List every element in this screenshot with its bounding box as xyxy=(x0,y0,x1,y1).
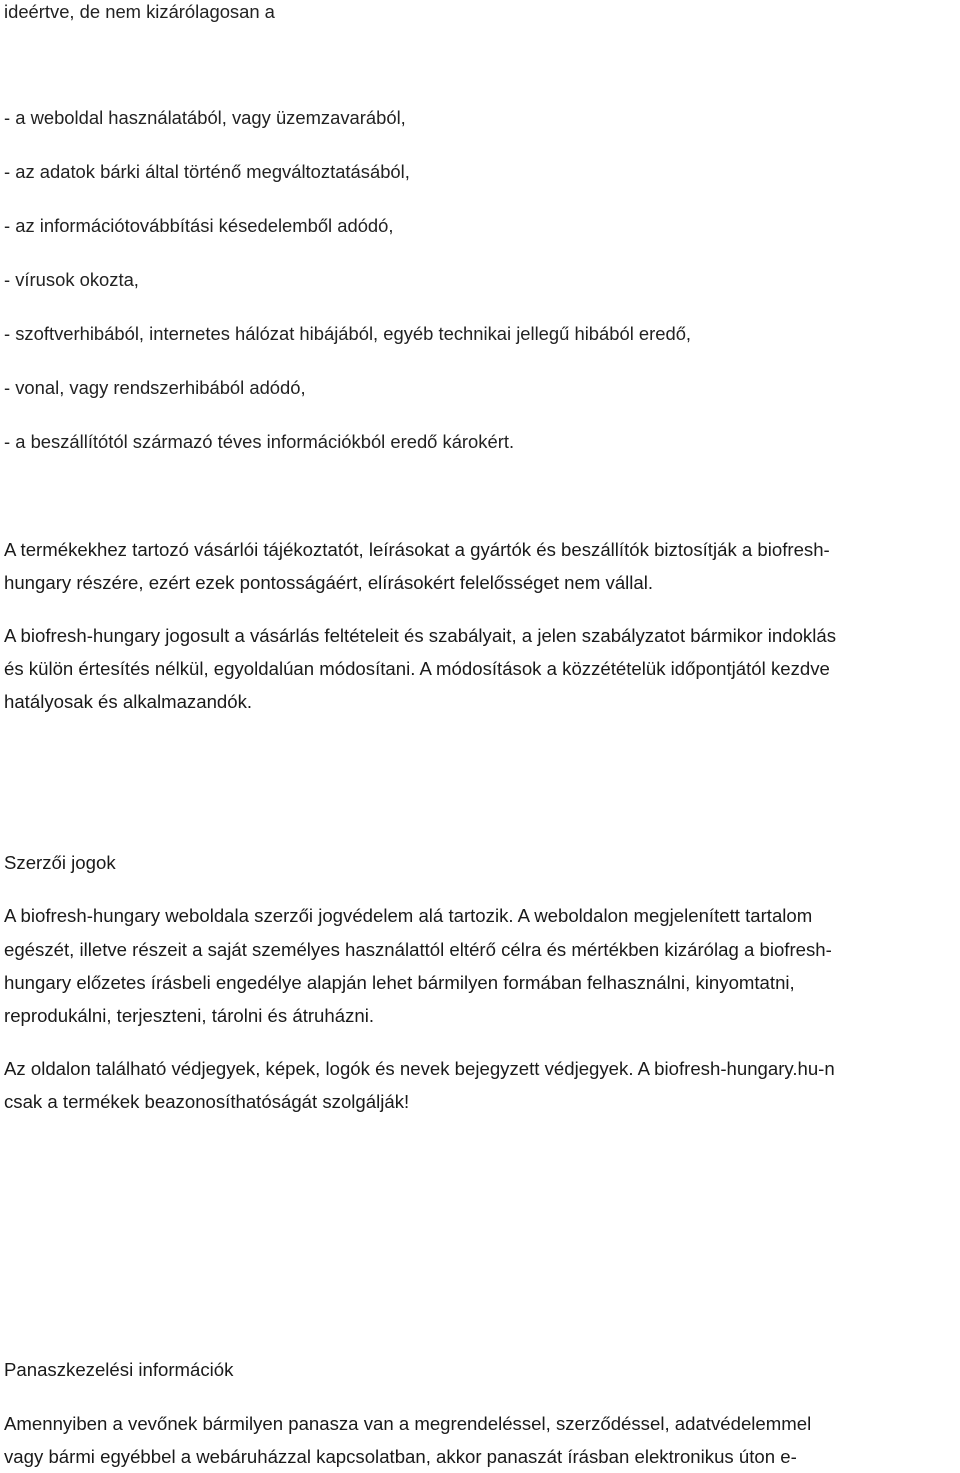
list-item: - vonal, vagy rendszerhibából adódó, xyxy=(4,377,306,398)
list-item: - vírusok okozta, xyxy=(4,269,139,290)
paragraph-line: A biofresh-hungary jogosult a vásárlás feltételeit és szabályait, a jelen szabályzatot bármikor indoklás xyxy=(4,625,836,646)
paragraph-line: csak a termékek beazonosíthatóságát szolgálják! xyxy=(4,1091,410,1112)
list-item: - a beszállítótól származó téves információkból eredő károkért. xyxy=(4,431,515,452)
paragraph-line: hatályosak és alkalmazandók. xyxy=(4,691,253,712)
section-heading-complaints: Panaszkezelési információk xyxy=(4,1359,234,1380)
paragraph-line: A termékekhez tartozó vásárlói tájékoztatót, leírásokat a gyártók és beszállítók biztosítják a biofresh- xyxy=(4,539,830,560)
list-item: - a weboldal használatából, vagy üzemzavarából, xyxy=(4,107,406,128)
paragraph-line: vagy bármi egyébbel a webáruházzal kapcsolatban, akkor panaszát írásban elektronikus úton e- xyxy=(4,1446,797,1467)
paragraph-line: egészét, illetve részeit a saját személyes használattól eltérő célra és mértékben kizárólag a biofresh- xyxy=(4,939,832,960)
paragraph-line: Amennyiben a vevőnek bármilyen panasza van a megrendeléssel, szerződéssel, adatvédelemmel xyxy=(4,1413,812,1434)
list-item: - szoftverhibából, internetes hálózat hibájából, egyéb technikai jellegű hibából eredő, xyxy=(4,323,692,344)
paragraph-line: és külön értesítés nélkül, egyoldalúan módosítani. A módosítások a közzétételük időpontjától kezdve xyxy=(4,658,830,679)
paragraph-line: reprodukálni, terjeszteni, tárolni és átruházni. xyxy=(4,1005,375,1026)
section-heading-copyright: Szerzői jogok xyxy=(4,852,116,873)
paragraph-line: A biofresh-hungary weboldala szerzői jogvédelem alá tartozik. A weboldalon megjelenített tartalom xyxy=(4,905,813,926)
list-item: - az információtovábbítási késedelemből adódó, xyxy=(4,215,394,236)
list-item: - az adatok bárki által történő megváltoztatásából, xyxy=(4,161,410,182)
paragraph-line: hungary részére, ezért ezek pontosságáért, elírásokért felelősséget nem vállal. xyxy=(4,572,654,593)
intro-line: ideértve, de nem kizárólagosan a xyxy=(4,1,275,22)
paragraph-line: hungary előzetes írásbeli engedélye alapján lehet bármilyen formában felhasználni, kinyomtatni, xyxy=(4,972,795,993)
paragraph-line: Az oldalon található védjegyek, képek, logók és nevek bejegyzett védjegyek. A biofresh-hungary.hu-n xyxy=(4,1058,835,1079)
